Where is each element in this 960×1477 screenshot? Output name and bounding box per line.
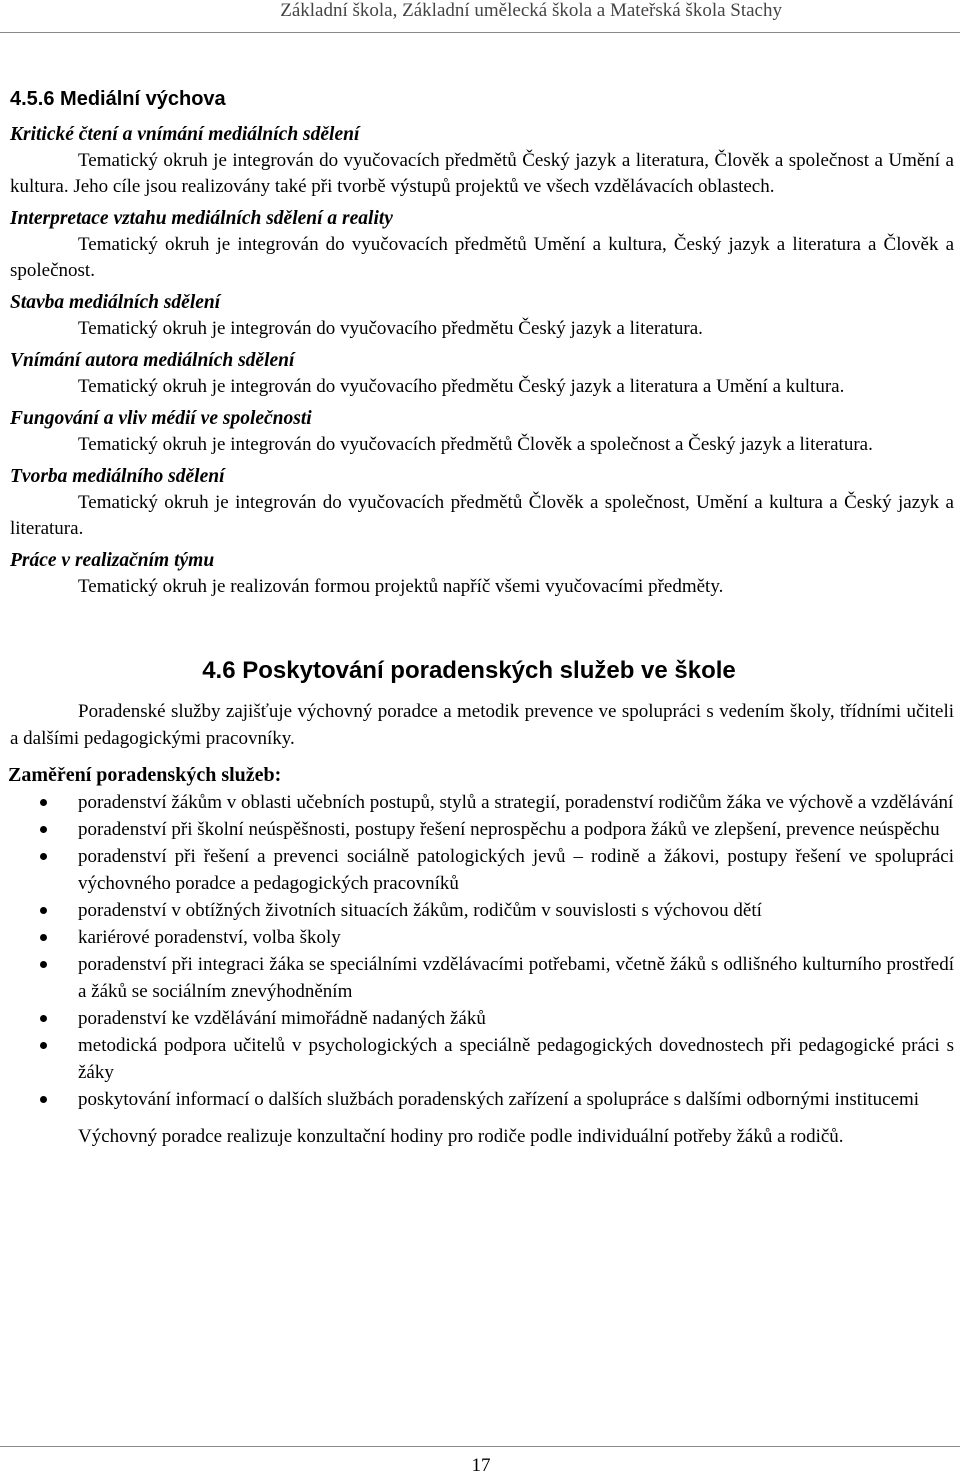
topic-title: Interpretace vztahu mediálních sdělení a reality: [10, 208, 393, 229]
bullet-icon: [40, 826, 47, 833]
topic-text: Tematický okruh je realizován formou projektů napříč všemi vyučovacími předměty.: [78, 576, 724, 597]
list-item-text: poradenství při školní neúspěšnosti, postupy řešení neprospěchu a podpora žáků ve zlepšení, prevence neúspěchu: [78, 819, 940, 840]
focus-heading: Zaměření poradenských služeb:: [8, 764, 282, 786]
list-item: [10, 897, 954, 924]
topic-title: Kritické čtení a vnímání mediálních sdělení: [10, 124, 360, 145]
list-item: [10, 951, 954, 1005]
topic-text: Tematický okruh je integrován do vyučovacích předmětů Umění a kultura, Český jazyk a literatura a Člověk a společnost.: [10, 234, 954, 281]
topic-block: [10, 121, 954, 200]
list-item: [10, 843, 954, 897]
topic-title: Vnímání autora mediálních sdělení: [10, 350, 295, 371]
bullet-icon: [40, 799, 47, 806]
list-item-text: poradenství při integraci žáka se speciálními vzdělávacími potřebami, včetně žáků s odlišného kulturního prostředí a žáků se sociálním znevýhodněním: [78, 954, 954, 1002]
list-item-text: metodická podpora učitelů v psychologických a speciálně pedagogických dovednostech při pedagogické práci s žáky: [78, 1035, 954, 1083]
list-item-text: poradenství žákům v oblasti učebních postupů, stylů a strategií, poradenství rodičům žáka ve výchově a vzdělávání: [78, 792, 954, 813]
bullet-icon: [40, 853, 47, 860]
topic-title: Práce v realizačním týmu: [10, 550, 215, 571]
page-content: [10, 85, 954, 1160]
topic-text: Tematický okruh je integrován do vyučovacích předmětů Člověk a společnost, Umění a kultura a Český jazyk a literatura.: [10, 492, 954, 539]
list-item-text: poradenství v obtížných životních situacích žákům, rodičům v souvislosti s výchovou dětí: [78, 900, 762, 921]
section-heading-counseling-services: 4.6 Poskytování poradenských služeb ve škole: [202, 657, 736, 684]
page-header: [0, 0, 960, 33]
bullet-icon: [40, 1042, 47, 1049]
list-item: [10, 816, 954, 843]
focus-list: [10, 789, 954, 1113]
list-item-text: poradenství při řešení a prevenci sociálně patologických jevů – rodině a žákovi, postupy řešení ve spolupráci výchovného poradce a pedagogických pracovníků: [78, 846, 954, 894]
list-item-text: kariérové poradenství, volba školy: [78, 927, 341, 948]
topic-title: Fungování a vliv médií ve společnosti: [10, 408, 312, 429]
topic-text: Tematický okruh je integrován do vyučovacích předmětů Člověk a společnost a Český jazyk a literatura.: [78, 434, 873, 455]
topic-block: [10, 205, 954, 284]
topic-block: [10, 463, 954, 542]
section-heading-media-education: 4.5.6 Mediální výchova: [10, 88, 226, 110]
list-item-text: poskytování informací o dalších službách poradenských zařízení a spolupráce s dalšími odbornými institucemi: [78, 1089, 920, 1110]
topic-text: Tematický okruh je integrován do vyučovacího předmětu Český jazyk a literatura a Umění a kultura.: [78, 376, 845, 397]
list-item-text: poradenství ke vzdělávání mimořádně nadaných žáků: [78, 1008, 486, 1029]
bullet-icon: [40, 934, 47, 941]
bullet-icon: [40, 907, 47, 914]
bullet-icon: [40, 961, 47, 968]
header-school-name: Základní škola, Základní umělecká škola a Mateřská škola Stachy: [280, 0, 782, 21]
list-item: [10, 1005, 954, 1032]
topic-text: Tematický okruh je integrován do vyučovacího předmětu Český jazyk a literatura.: [78, 318, 703, 339]
topic-title: Stavba mediálních sdělení: [10, 292, 221, 313]
topic-block: [10, 547, 954, 600]
page-number: 17: [471, 1455, 491, 1476]
list-item: [10, 1032, 954, 1086]
closing-paragraph: Výchovný poradce realizuje konzultační hodiny pro rodiče podle individuální potřeby žáků a rodičů.: [78, 1126, 844, 1147]
topic-block: [10, 405, 954, 458]
intro-paragraph: Poradenské služby zajišťuje výchovný poradce a metodik prevence ve spolupráci s vedením školy, třídními učiteli a dalšími pedagogickými pracovníky.: [10, 701, 954, 749]
topic-title: Tvorba mediálního sdělení: [10, 466, 225, 487]
bullet-icon: [40, 1015, 47, 1022]
list-item: [10, 789, 954, 816]
bullet-icon: [40, 1096, 47, 1103]
topic-text: Tematický okruh je integrován do vyučovacích předmětů Český jazyk a literatura, Člověk a společnost a Umění a kultura. Jeho cíle jsou realizovány také při tvorbě výstupů projektů ve všech vzdělávacích oblastech.: [10, 150, 954, 197]
topic-block: [10, 289, 954, 342]
topic-block: [10, 347, 954, 400]
list-item: [10, 1086, 954, 1113]
list-item: [10, 924, 954, 951]
footer-divider: [0, 1446, 960, 1447]
